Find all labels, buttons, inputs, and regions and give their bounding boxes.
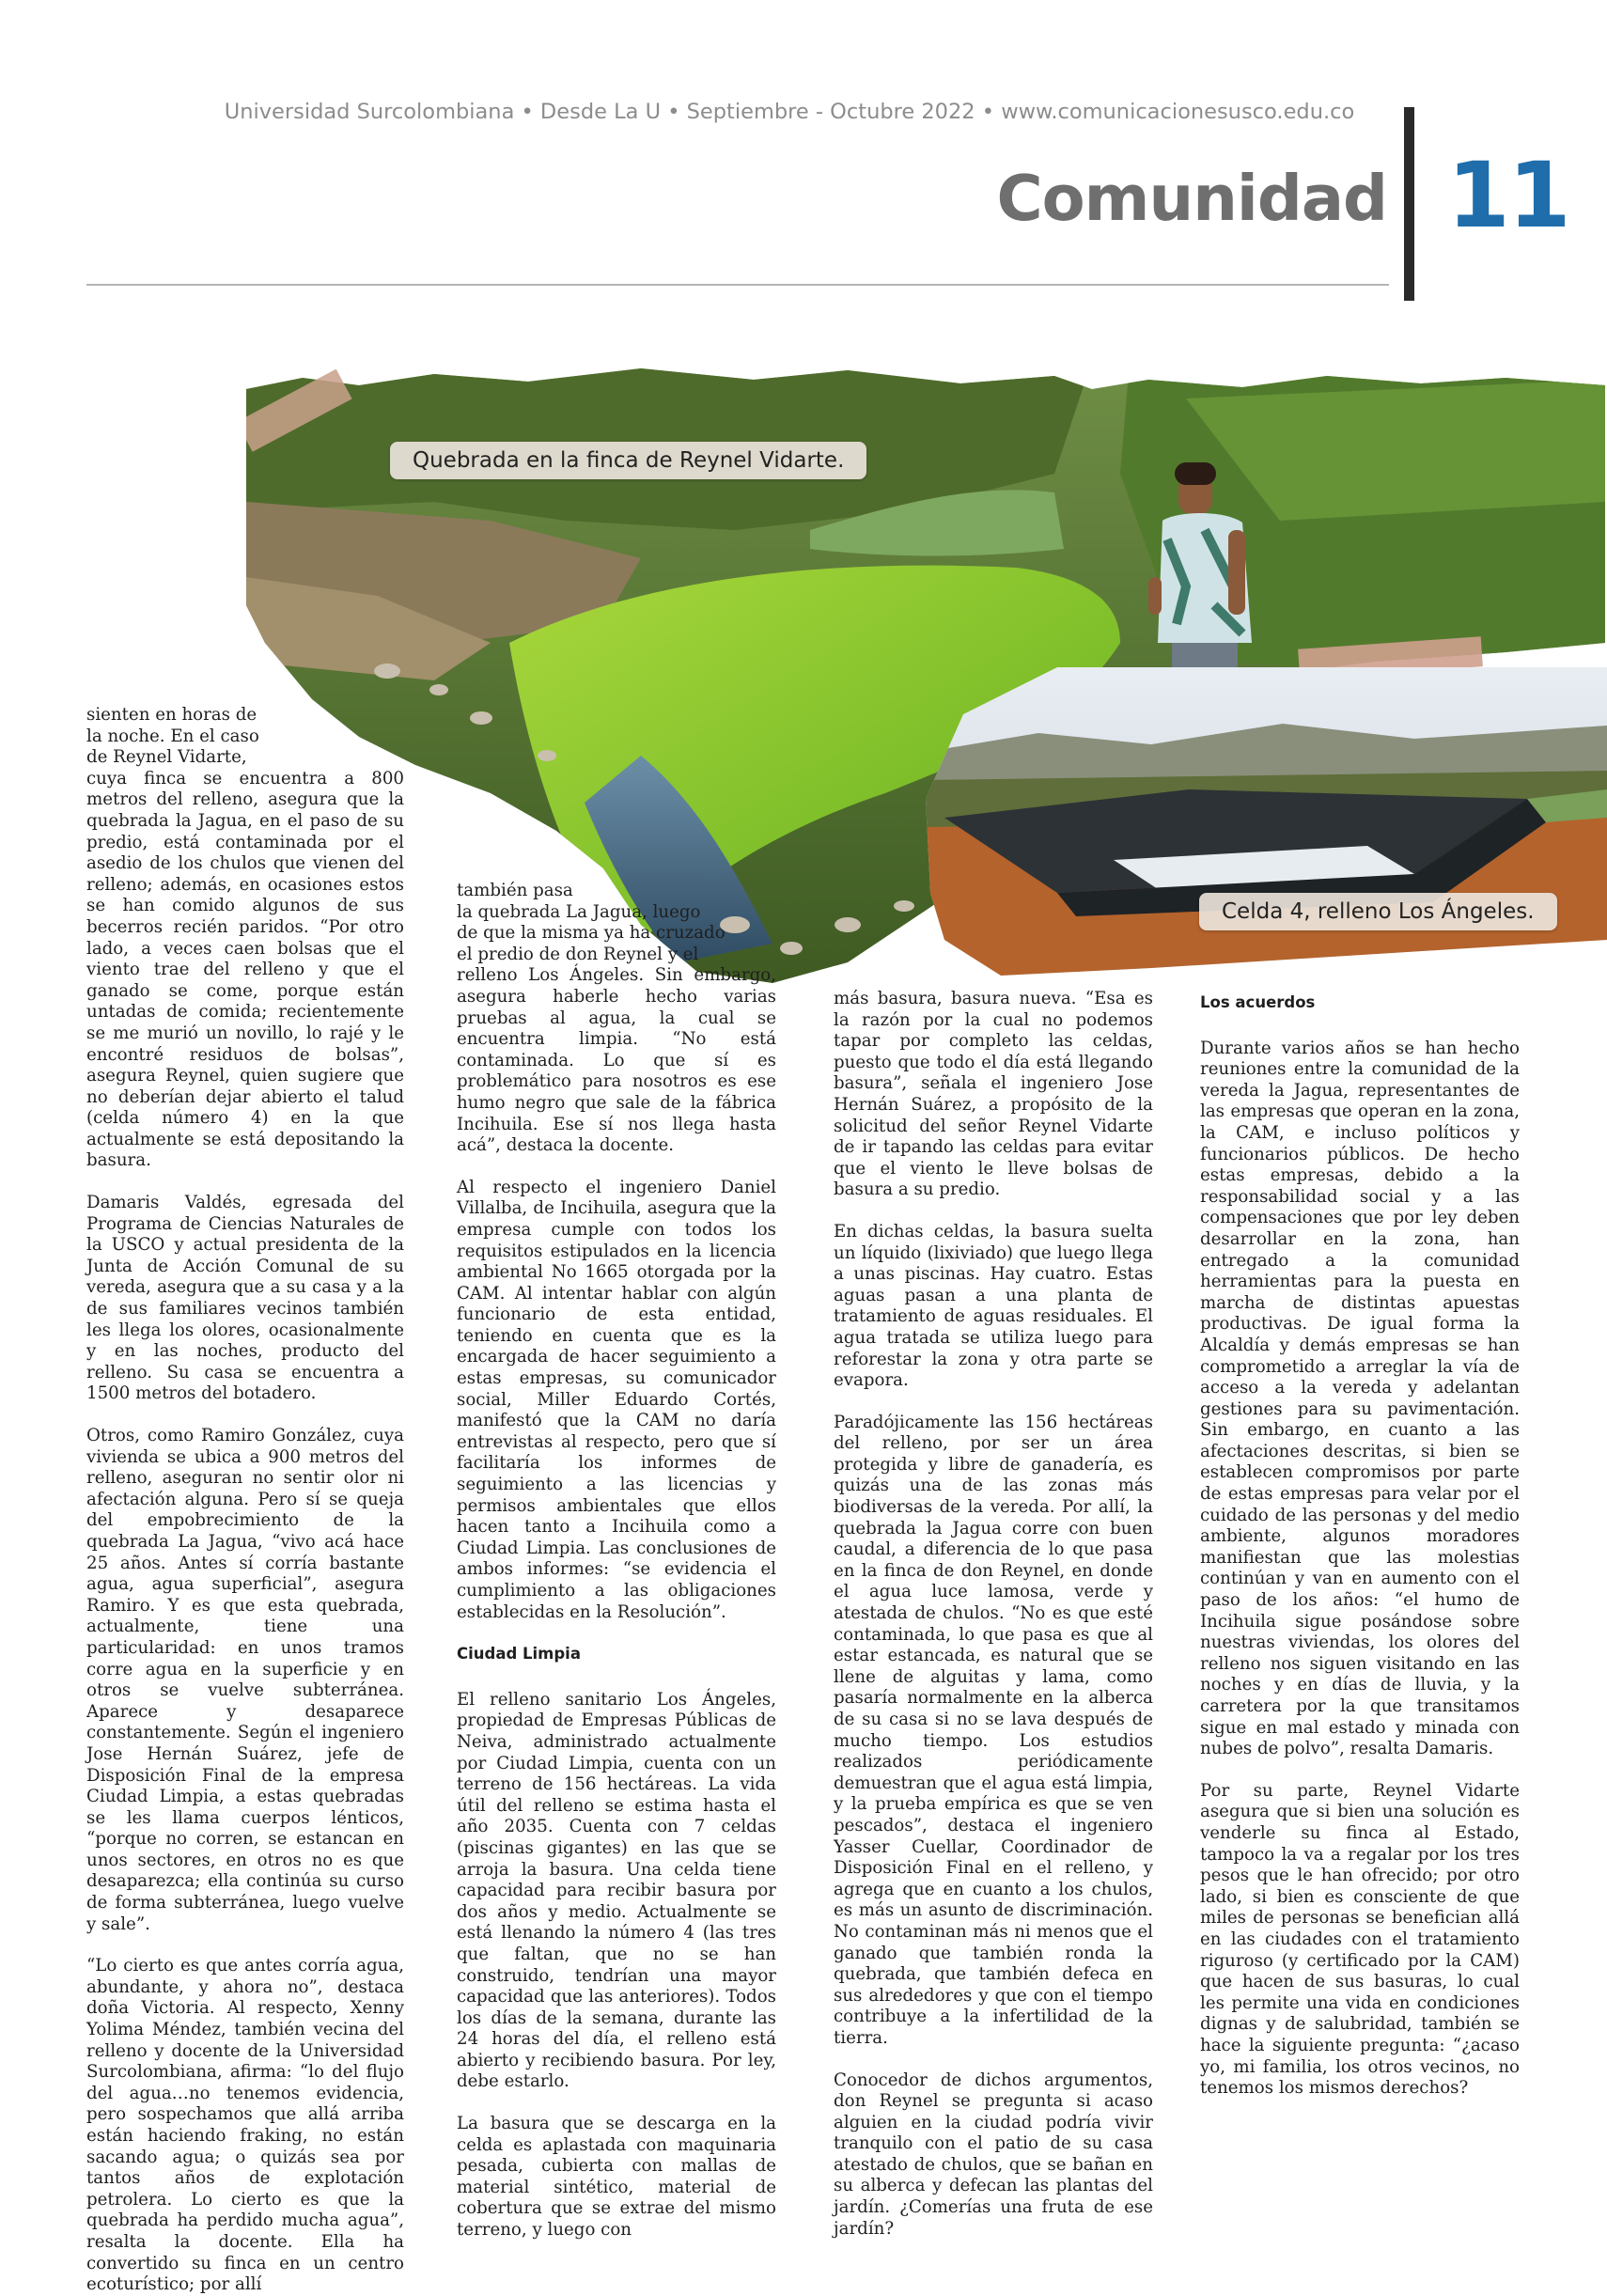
col4-paragraph: Durante varios años se han hecho reuniones entre la comunidad de la vereda la Jagua, representantes de las empresas que operan en la zona, la CAM, e incluso políticos y funcionarios públicos. De hecho estas empresas, debido a la responsabilidad social y a las compensaciones que por ley deben desarrollar en la zona, han entregado a la comunidad herramientas para la puesta en marcha de distintas apuestas productivas. De igual forma la Alcaldía y demás empresas se han comprometido a arreglar la vía de acceso a la vereda y adelantan gestiones para su pavimentación. Sin embargo, en cuanto a las afectaciones descritas, si bien se establecen compromisos por parte de estas empresas para velar por el cuidado de las personas y del medio ambiente, algunos moradores manifiestan que las molestias continúan y van en aumento con el paso de los años: “el humo de Incihuila sigue posándose sobre nuestras viviendas, los olores del relleno nos siguen visitando en las noches y en días de lluvia, y la carretera por la que transitamos sigue en mal estado y minada con nubes de polvo”, resalta Damaris. xyxy=(1200,1038,1520,1759)
col2-intro-line: la quebrada La Jagua, luego xyxy=(457,901,701,922)
col1-intro-line: sienten en horas de xyxy=(86,705,257,725)
col2-paragraph: Al respecto el ingeniero Daniel Villalba, de Incihuila, asegura que la empresa cumple con todos los requisitos estipulados en la licencia ambiental No 1665 otorgada por la CAM. Al intentar hablar con algún funcionario de esta entidad, teniendo en cuenta que es la encargada de hacer seguimiento a estas empresas, su comunicador social, Miller Eduardo Cortés, manifestó que la CAM no daría entrevistas al respecto, pero que sí facilitaría los informes de seguimiento a las licencias y permisos ambientales que ellos hacen tanto a Incihuila como a Ciudad Limpia. Las conclusiones de ambos informes: “se evidencia el cumplimiento a las obligaciones establecidas en la Resolución”. xyxy=(457,1177,776,1622)
col2-paragraph: El relleno sanitario Los Ángeles, propiedad de Empresas Públicas de Neiva, administrado actualmente por Ciudad Limpia, cuenta con un terreno de 156 hectáreas. La vida útil del relleno se estima hasta el año 2035. Cuenta con 7 celdas (piscinas gigantes) en las que se arroja la basura. Una celda tiene capacidad para recibir basura por dos años y medio. Actualmente se está llenando la número 4 (las tres que faltan, que no se han construido, tendrían una mayor capacidad que las anteriores). Todos los días de la semana, durante las 24 horas del día, el relleno está abierto y recibiendo basura. Por ley, debe estarlo. xyxy=(457,1689,776,2092)
inset-photo-caption: Celda 4, relleno Los Ángeles. xyxy=(1199,893,1557,930)
header-divider-vertical xyxy=(1404,107,1414,301)
col1-paragraph: “Lo cierto es que antes corría agua, abundante, y ahora no”, destaca doña Victoria. Al respecto, Xenny Yolima Méndez, también vecina del relleno y docente de la Universidad Surcolombiana, afirma: “lo del flujo del agua…no tenemos evidencia, pero sospechamos que allá arriba están haciendo fraking, no están sacando agua; o quizás sea por tantos años de explotación petrolera. Lo cierto es que la quebrada ha perdido mucha agua”, resalta la docente. Ella ha convertido su finca en un centro ecoturístico; por allí xyxy=(86,1956,404,2295)
column-4 xyxy=(1200,992,1520,2100)
col2-paragraph: relleno Los Ángeles. Sin embargo, asegura haberle hecho varias pruebas al agua, la cual se encuentra limpia. “No está contaminada. Lo que sí es problemático para nosotros es ese humo negro que sale de la fábrica Incihuila. Ese sí nos llega hasta acá”, destaca la docente. xyxy=(457,965,776,1156)
col1-paragraph: Otros, como Ramiro González, cuya vivienda se ubica a 900 metros del relleno, aseguran no sentir olor ni afectación alguna. Pero sí se queja del empobrecimiento de la quebrada La Jagua, “vivo acá hace 25 años. Antes sí corría bastante agua, agua superficial”, asegura Ramiro. Y es que esta quebrada, actualmente, tiene una particularidad: en unos tramos corre agua en la superficie y en otros se vuelve subterránea. Aparece y desaparece constantemente. Según el ingeniero Jose Hernán Suárez, jefe de Disposición Final de la empresa Ciudad Limpia, a estas quebradas se les llama cuerpos lénticos, “porque no corren, se estancan en unos sectores, en otros no es que desaparezca; ella continúa su curso de forma subterránea, luego vuelve y sale”. xyxy=(86,1426,404,1934)
column-1 xyxy=(86,705,404,2296)
subheading-ciudad-limpia: Ciudad Limpia xyxy=(457,1645,581,1663)
masthead: Universidad Surcolombiana • Desde La U • Septiembre - Octubre 2022 • www.comunicacionesusco.edu.co xyxy=(224,100,1355,124)
col1-intro-line: de Reynel Vidarte, xyxy=(86,747,247,768)
column-2 xyxy=(457,881,776,2241)
col3-paragraph: En dichas celdas, la basura suelta un líquido (lixiviado) que luego llega a unas piscinas. Hay cuatro. Estas aguas pasan a una planta de tratamiento de aguas residuales. El agua tratada se utiliza luego para reforestar la zona y otra parte se evapora. xyxy=(834,1221,1153,1391)
col3-paragraph: Paradójicamente las 156 hectáreas del relleno, por ser un área protegida y libre de ganadería, es quizás una de las zonas más biodiversas de la vereda. Por allí, la quebrada la Jagua corre con buen caudal, a diferencia de lo que pasa en la finca de don Reynel, en donde el agua luce lamosa, verde y atestada de chulos. “No es que esté contaminada, lo que pasa es que al estar estancada, es natural que se llene de alguitas y lama, como pasaría normalmente en la alberca de su casa si no se lava después de mucho tiempo. Los estudios realizados periódicamente demuestran que el agua está limpia, y la prueba empírica es que se ven pescados”, destaca el ingeniero Yasser Cuellar, Coordinador de Disposición Final en el relleno, y agrega que en cuanto a los chulos, es más un asunto de discriminación. No contaminan más ni menos que el ganado que también ronda la quebrada, que también defeca en sus alrededores y que con el tiempo contribuye a la infertilidad de la tierra. xyxy=(834,1412,1153,2048)
col3-paragraph: más basura, basura nueva. “Esa es la razón por la cual no podemos tapar por completo las celdas, puesto que todo el día está llegando basura”, señala el ingeniero Jose Hernán Suárez, a propósito de la solicitud del señor Reynel Vidarte de ir tapando las celdas para evitar que el viento le lleve bolsas de basura a su predio. xyxy=(834,989,1153,1200)
section-title: Comunidad xyxy=(996,162,1387,235)
col1-intro-line: la noche. En el caso xyxy=(86,726,259,746)
subheading-los-acuerdos: Los acuerdos xyxy=(1200,993,1316,1011)
page-number: 11 xyxy=(1447,143,1569,248)
col1-paragraph: Damaris Valdés, egresada del Programa de Ciencias Naturales de la USCO y actual presidenta de la Junta de Acción Comunal de su vereda, asegura que a su casa y a la de sus familiares vecinos también les llega los olores, ocasionalmente y en las noches, producto del relleno. Su casa se encuentra a 1500 metros del botadero. xyxy=(86,1193,404,1404)
col2-intro-line: también pasa xyxy=(457,881,573,900)
col2-intro-line: de que la misma ya ha cruzado xyxy=(457,923,725,944)
column-3 xyxy=(834,989,1153,2240)
col2-intro-line: el predio de don Reynel y el xyxy=(457,944,699,964)
col3-paragraph: Conocedor de dichos argumentos, don Reynel se pregunta si acaso alguien en la ciudad podría vivir tranquilo con el patio de su casa atestado de chulos, que se bañan en su alberca y defecan las plantas del jardín. ¿Comerías una fruta de ese jardín? xyxy=(834,2070,1153,2239)
col4-paragraph: Por su parte, Reynel Vidarte asegura que si bien una solución es venderle su finca al Estado, tampoco la va a regalar por los tres pesos que le han ofrecido; por otro lado, si bien es consciente de que miles de personas se benefician allá en las ciudades con el tratamiento riguroso (y certificado por la CAM) que hacen de sus basuras, lo cual les permite una vida en condiciones dignas y de salubridad, también se hace la siguiente pregunta: “¿acaso yo, mi familia, los otros vecinos, no tenemos los mismos derechos? xyxy=(1200,1780,1520,2099)
main-photo-caption: Quebrada en la finca de Reynel Vidarte. xyxy=(390,442,866,479)
col2-paragraph: La basura que se descarga en la celda es aplastada con maquinaria pesada, cubierta con mallas de material sintético, material de cobertura que se extrae del mismo terreno, y luego con xyxy=(457,2114,776,2241)
header-rule xyxy=(86,284,1389,286)
col1-paragraph: cuya finca se encuentra a 800 metros del relleno, asegura que la quebrada la Jagua, en el paso de su predio, está contaminada por el asedio de los chulos que vienen del relleno; además, en ocasiones estos se han comido algunos de sus becerros recién paridos. “Por otro lado, a veces caen bolsas que el viento trae del relleno y que el ganado se come, porque están untadas de comida; recientemente se me murió un novillo, lo rajé y le encontré residuos de bolsas”, asegura Reynel, quien sugiere que no deberían dejar abierto el talud (celda número 4) en la que actualmente se está depositando la basura. xyxy=(86,768,404,1171)
